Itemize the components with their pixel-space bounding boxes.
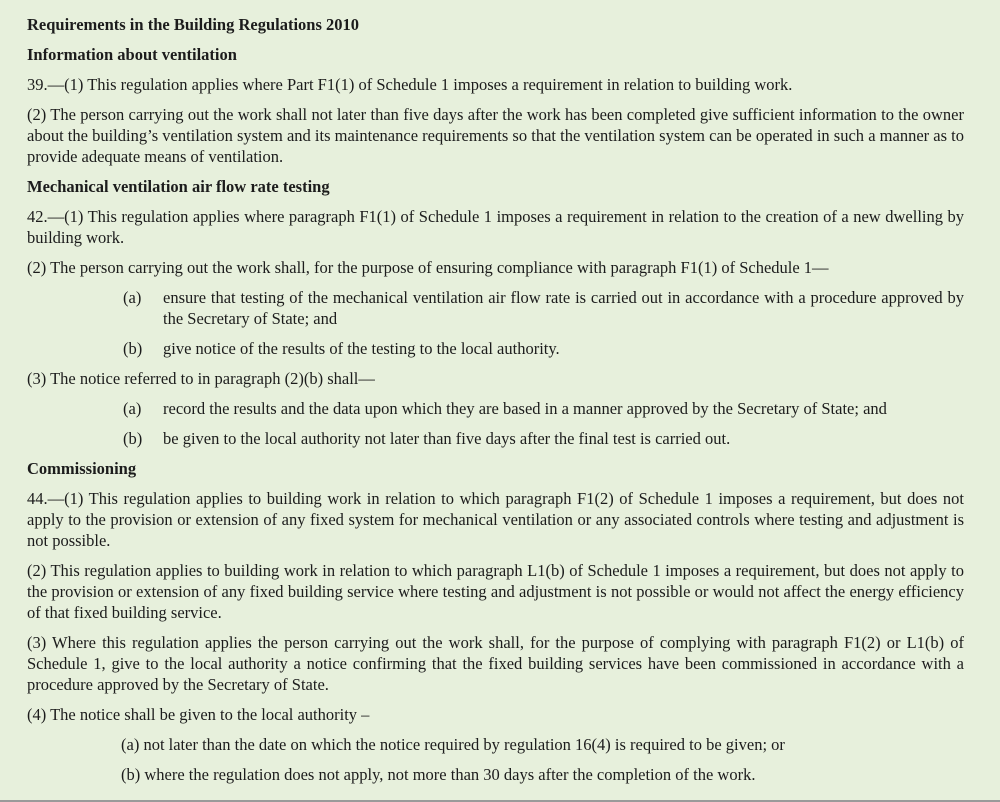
regulation-42-paragraph-1: 42.—(1) This regulation applies where paragraph F1(1) of Schedule 1 imposes a requirement in relation to the creation of a new dwelling by building work. — [27, 207, 964, 247]
list-item-label: (b) — [123, 429, 143, 448]
list-item: (a) not later than the date on which the notice required by regulation 16(4) is required to be given; or — [121, 735, 785, 754]
list-item — [123, 398, 964, 419]
list-item-label: (a) — [123, 399, 142, 418]
regulation-44-paragraph-1: 44.—(1) This regulation applies to building work in relation to which paragraph F1(2) of Schedule 1 imposes a requirement, but does not apply to the provision or extension of any fixed system for mechanical ventilation or any associated controls where testing and adjustment is not possible. — [27, 489, 964, 550]
regulation-44-paragraph-4-items — [121, 734, 964, 785]
list-item-label: (b) — [123, 339, 143, 358]
section-heading-airflow-testing: Mechanical ventilation air flow rate testing — [27, 177, 330, 196]
regulation-42-paragraph-3: (3) The notice referred to in paragraph (2)(b) shall— — [27, 369, 375, 388]
list-item — [123, 428, 964, 449]
section-heading-commissioning: Commissioning — [27, 459, 137, 478]
regulation-39-paragraph-2: (2) The person carrying out the work shall not later than five days after the work has been completed give sufficient information to the owner about the building’s ventilation system and its maintenance requirements so that the ventilation system can be operated in such a manner as to provide adequate means of ventilation. — [27, 105, 964, 166]
list-item-text: be given to the local authority not later than five days after the final test is carried out. — [163, 429, 731, 448]
regulation-44-paragraph-4: (4) The notice shall be given to the local authority – — [27, 705, 370, 724]
list-item-text: ensure that testing of the mechanical ventilation air flow rate is carried out in accordance with a procedure approved by the Secretary of State; and — [163, 288, 964, 328]
regulation-42-paragraph-2: (2) The person carrying out the work shall, for the purpose of ensuring compliance with paragraph F1(1) of Schedule 1— — [27, 258, 829, 277]
list-item-text: give notice of the results of the testing to the local authority. — [163, 339, 560, 358]
document-title: Requirements in the Building Regulations 2010 — [27, 15, 360, 34]
regulation-44-paragraph-3: (3) Where this regulation applies the person carrying out the work shall, for the purpose of complying with paragraph F1(2) or L1(b) of Schedule 1, give to the local authority a notice confirming that the fixed building services have been commissioned in accordance with a procedure approved by the Secretary of State. — [27, 633, 964, 694]
list-item — [123, 338, 964, 359]
list-item-text: record the results and the data upon which they are based in a manner approved by the Secretary of State; and — [163, 399, 887, 418]
regulation-42-paragraph-2-items — [123, 287, 964, 359]
regulation-42-paragraph-3-items — [123, 398, 964, 449]
list-item — [123, 287, 964, 329]
regulation-39-paragraph-1: 39.—(1) This regulation applies where Part F1(1) of Schedule 1 imposes a requirement in relation to building work. — [27, 75, 793, 94]
list-item-label: (a) — [123, 288, 142, 307]
list-item: (b) where the regulation does not apply, not more than 30 days after the completion of the work. — [121, 765, 756, 784]
section-heading-ventilation-info: Information about ventilation — [27, 45, 237, 64]
regulation-44-paragraph-2: (2) This regulation applies to building work in relation to which paragraph L1(b) of Schedule 1 imposes a requirement, but does not apply to the provision or extension of any fixed building service where testing and adjustment is not possible or would not affect the energy efficiency of that fixed building service. — [27, 561, 964, 622]
